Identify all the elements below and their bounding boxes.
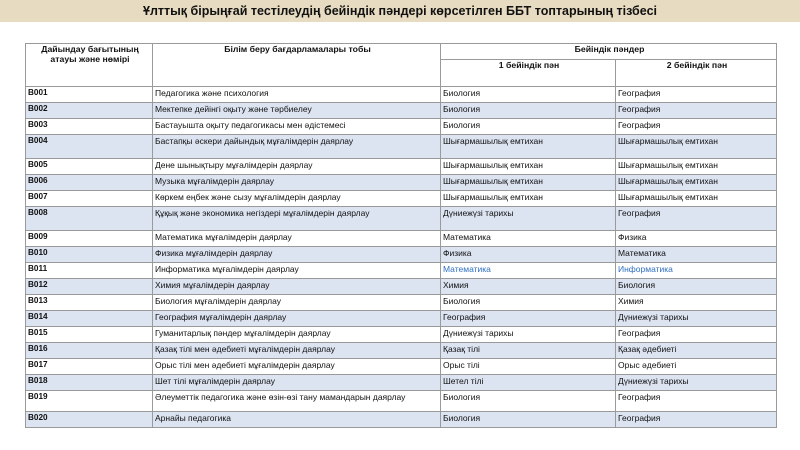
header-profile-group-label: Бейіндік пәндер xyxy=(574,44,645,54)
header-code xyxy=(26,44,153,87)
subject-1-cell: Биология xyxy=(441,103,616,119)
code-cell: В005 xyxy=(26,159,153,175)
subject-1-cell: Шығармашылық емтихан xyxy=(441,135,616,159)
program-cell: Химия мұғалімдерін даярлау xyxy=(153,279,441,295)
subject-1-cell: Биология xyxy=(441,119,616,135)
subject-2-cell: Шығармашылық емтихан xyxy=(616,159,777,175)
code-cell: В010 xyxy=(26,247,153,263)
subject-2-cell: Дүниежүзі тарихы xyxy=(616,311,777,327)
subject-2-cell: Биология xyxy=(616,279,777,295)
table-row xyxy=(26,207,777,231)
header-code-label: Дайындау бағытының атауы және нөмірі xyxy=(41,44,139,64)
subject-1-cell: Физика xyxy=(441,247,616,263)
code-cell: В014 xyxy=(26,311,153,327)
program-cell: Шет тілі мұғалімдерін даярлау xyxy=(153,375,441,391)
subject-1-cell: Биология xyxy=(441,391,616,412)
header-program-label: Білім беру бағдарламалары тобы xyxy=(224,44,371,54)
subject-2-cell: География xyxy=(616,412,777,428)
header-subject-1-label: 1 бейіндік пән xyxy=(498,60,560,70)
subject-1-cell: Дүниежүзі тарихы xyxy=(441,327,616,343)
subject-1-cell: Қазақ тілі xyxy=(441,343,616,359)
table-row xyxy=(26,375,777,391)
subject-1-cell: Химия xyxy=(441,279,616,295)
code-cell: В004 xyxy=(26,135,153,159)
subject-2-cell: Физика xyxy=(616,231,777,247)
header-profile-group xyxy=(441,44,777,60)
table-row xyxy=(26,103,777,119)
program-cell: Бастауышта оқыту педагогикасы мен әдістемесі xyxy=(153,119,441,135)
table-row xyxy=(26,247,777,263)
program-cell: Орыс тілі мен әдебиеті мұғалімдерін даярлау xyxy=(153,359,441,375)
table-row xyxy=(26,327,777,343)
table-row xyxy=(26,295,777,311)
code-cell: В020 xyxy=(26,412,153,428)
subject-2-cell: Химия xyxy=(616,295,777,311)
subject-2-cell: География xyxy=(616,119,777,135)
code-cell: В011 xyxy=(26,263,153,279)
program-cell: Информатика мұғалімдерін даярлау xyxy=(153,263,441,279)
program-cell: Қазақ тілі мен әдебиеті мұғалімдерін даярлау xyxy=(153,343,441,359)
subject-2-cell: Орыс әдебиеті xyxy=(616,359,777,375)
header-subject-1 xyxy=(441,60,616,87)
program-cell: Математика мұғалімдерін даярлау xyxy=(153,231,441,247)
subject-2-cell: География xyxy=(616,327,777,343)
subject-2-cell: География xyxy=(616,87,777,103)
subject-2-cell: Информатика xyxy=(616,263,777,279)
code-cell: В019 xyxy=(26,391,153,412)
table-row xyxy=(26,231,777,247)
subject-2-cell: Қазақ әдебиеті xyxy=(616,343,777,359)
subject-1-cell: Дүниежүзі тарихы xyxy=(441,207,616,231)
code-cell: В008 xyxy=(26,207,153,231)
code-cell: В001 xyxy=(26,87,153,103)
header-subject-2-label: 2 бейіндік пән xyxy=(666,60,728,70)
subject-2-cell: Шығармашылық емтихан xyxy=(616,191,777,207)
program-cell: Физика мұғалімдерін даярлау xyxy=(153,247,441,263)
subject-1-cell: Шығармашылық емтихан xyxy=(441,175,616,191)
table-row xyxy=(26,159,777,175)
table-row xyxy=(26,135,777,159)
table-row xyxy=(26,412,777,428)
table-row xyxy=(26,191,777,207)
code-cell: В015 xyxy=(26,327,153,343)
subject-1-cell: Биология xyxy=(441,295,616,311)
program-cell: Мектепке дейінгі оқыту және тәрбиелеу xyxy=(153,103,441,119)
code-cell: В018 xyxy=(26,375,153,391)
code-cell: В012 xyxy=(26,279,153,295)
subject-1-cell: География xyxy=(441,311,616,327)
code-cell: В013 xyxy=(26,295,153,311)
code-cell: В016 xyxy=(26,343,153,359)
subject-1-cell: Орыс тілі xyxy=(441,359,616,375)
program-cell: Құқық және экономика негіздері мұғалімдерін даярлау xyxy=(153,207,441,231)
subject-2-cell: Математика xyxy=(616,247,777,263)
subject-2-cell: Шығармашылық емтихан xyxy=(616,175,777,191)
table-row xyxy=(26,279,777,295)
subject-1-cell: Биология xyxy=(441,87,616,103)
header-subject-2 xyxy=(616,60,777,87)
program-cell: Дене шынықтыру мұғалімдерін даярлау xyxy=(153,159,441,175)
subject-1-cell: Шығармашылық емтихан xyxy=(441,191,616,207)
subject-2-cell: География xyxy=(616,391,777,412)
program-cell: Бастапқы әскери дайындық мұғалімдерін даярлау xyxy=(153,135,441,159)
subject-1-cell: Математика xyxy=(441,231,616,247)
program-cell: Көркем еңбек және сызу мұғалімдерін даярлау xyxy=(153,191,441,207)
code-cell: В007 xyxy=(26,191,153,207)
table-row xyxy=(26,87,777,103)
code-cell: В006 xyxy=(26,175,153,191)
subject-1-cell: Биология xyxy=(441,412,616,428)
program-cell: Педагогика және психология xyxy=(153,87,441,103)
subject-1-cell: Математика xyxy=(441,263,616,279)
table-row xyxy=(26,311,777,327)
table-row xyxy=(26,263,777,279)
subject-2-cell: География xyxy=(616,207,777,231)
table-row xyxy=(26,175,777,191)
page-title: Ұлттық бірыңғай тестілеудің бейіндік пәндері көрсетілген ББТ топтарының тізбесі xyxy=(0,0,800,22)
program-cell: Әлеуметтік педагогика және өзін-өзі тану мамандарын даярлау xyxy=(153,391,441,412)
program-cell: География мұғалімдерін даярлау xyxy=(153,311,441,327)
program-table xyxy=(25,43,777,428)
subject-2-cell: География xyxy=(616,103,777,119)
code-cell: В002 xyxy=(26,103,153,119)
program-cell: Гуманитарлық пәндер мұғалімдерін даярлау xyxy=(153,327,441,343)
table-row xyxy=(26,391,777,412)
table-row xyxy=(26,359,777,375)
code-cell: В003 xyxy=(26,119,153,135)
table-body xyxy=(26,87,777,428)
program-cell: Биология мұғалімдерін даярлау xyxy=(153,295,441,311)
table-row xyxy=(26,119,777,135)
header-program xyxy=(153,44,441,87)
table-row xyxy=(26,343,777,359)
program-cell: Музыка мұғалімдерін даярлау xyxy=(153,175,441,191)
subject-1-cell: Шетел тілі xyxy=(441,375,616,391)
code-cell: В009 xyxy=(26,231,153,247)
subject-2-cell: Шығармашылық емтихан xyxy=(616,135,777,159)
program-cell: Арнайы педагогика xyxy=(153,412,441,428)
subject-1-cell: Шығармашылық емтихан xyxy=(441,159,616,175)
subject-2-cell: Дүниежүзі тарихы xyxy=(616,375,777,391)
code-cell: В017 xyxy=(26,359,153,375)
